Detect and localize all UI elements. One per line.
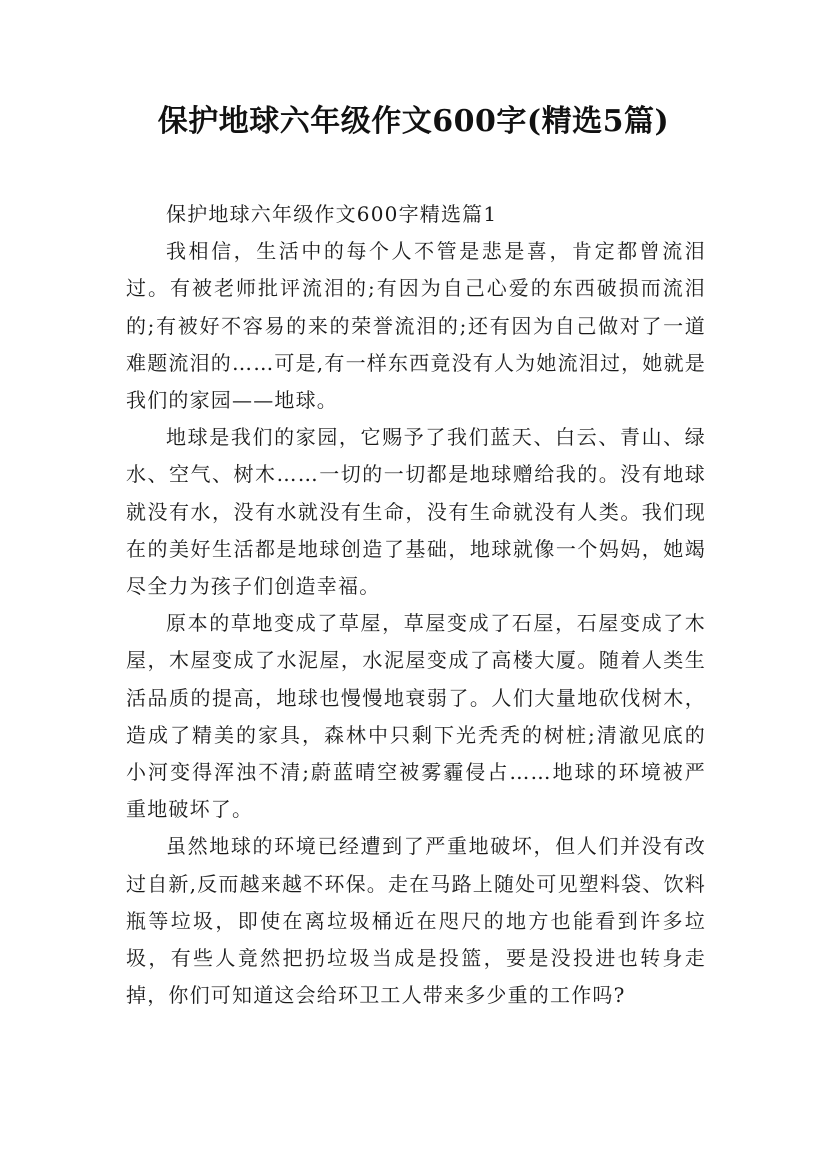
section-heading: 保护地球六年级作文600字精选篇1 (166, 202, 498, 226)
document-body (126, 196, 706, 1014)
paragraph-1: 我相信，生活中的每个人不管是悲是喜，肯定都曾流泪过。有被老师批评流泪的;有因为自己心爱的东西破损而流泪的;有被好不容易的来的荣誉流泪的;还有因为自己做对了一道难题流泪的……可是,有一样东西竟没有人为她流泪过，她就是我们的家园——地球。 (126, 239, 706, 413)
document-title: 保护地球六年级作文600字(精选5篇) (157, 104, 670, 139)
paragraph-3: 原本的草地变成了草屋，草屋变成了石屋，石屋变成了木屋，木屋变成了水泥屋，水泥屋变成了高楼大厦。随着人类生活品质的提高，地球也慢慢地衰弱了。人们大量地砍伐树木，造成了精美的家具，森林中只剩下光秃秃的树桩;清澈见底的小河变得浑浊不清;蔚蓝晴空被雾霾侵占……地球的环境被严重地破坏了。 (126, 611, 706, 822)
paragraph-4: 虽然地球的环境已经遭到了严重地破坏，但人们并没有改过自新,反而越来越不环保。走在马路上随处可见塑料袋、饮料瓶等垃圾，即使在离垃圾桶近在咫尺的地方也能看到许多垃圾，有些人竟然把扔垃圾当成是投篮，要是没投进也转身走掉，你们可知道这会给环卫工人带来多少重的工作吗? (126, 834, 706, 1008)
paragraph-2: 地球是我们的家园，它赐予了我们蓝天、白云、青山、绿水、空气、树木……一切的一切都是地球赠给我的。没有地球就没有水，没有水就没有生命，没有生命就没有人类。我们现在的美好生活都是地球创造了基础，地球就像一个妈妈，她竭尽全力为孩子们创造幸福。 (126, 425, 706, 599)
